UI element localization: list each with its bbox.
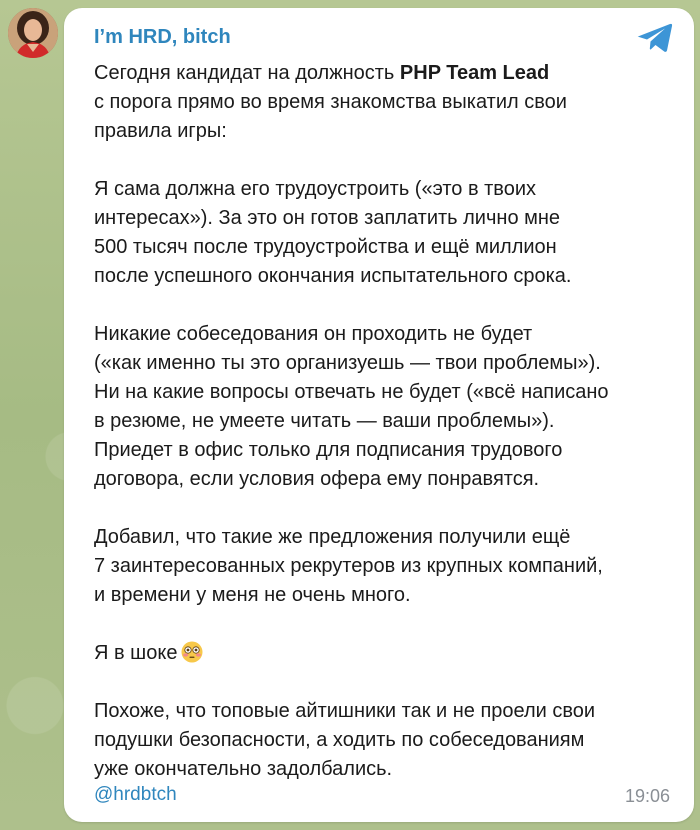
message-time: 19:06	[624, 786, 670, 806]
job-title: PHP Team Lead	[399, 62, 550, 84]
text-line	[94, 639, 674, 668]
text-line: Я сама должна его трудоустроить («это в твоих	[94, 178, 536, 200]
text-line: с порога прямо во время знакомства выкатил свои	[94, 91, 567, 113]
channel-name[interactable]: I’m HRD, bitch	[94, 26, 231, 48]
flushed-face-icon	[181, 641, 203, 663]
channel-avatar[interactable]	[8, 8, 58, 58]
message-text	[94, 59, 674, 784]
text-line: договора, если условия офера ему понравятся.	[94, 468, 540, 490]
paragraph-gap	[94, 668, 674, 697]
text-line: («как именно ты это организуешь — твои проблемы»).	[94, 352, 601, 374]
text-line: в резюме, не умеете читать — ваши проблемы»).	[94, 410, 555, 432]
text-line: Никакие собеседования он проходить не будет	[94, 323, 533, 345]
text-line: 7 заинтересованных рекрутеров из крупных компаний,	[94, 555, 603, 577]
text-line	[94, 59, 674, 88]
paragraph-gap	[94, 146, 674, 175]
text-span: Сегодня кандидат на должность	[94, 62, 400, 84]
text-line: Приедет в офис только для подписания трудового	[94, 439, 563, 461]
text-line: и времени у меня не очень много.	[94, 584, 411, 606]
text-line: после успешного окончания испытательного срока.	[94, 265, 572, 287]
text-line: 500 тысяч после трудоустройства и ещё миллион	[94, 236, 557, 258]
text-line: Похоже, что топовые айтишники так и не проели свои	[94, 700, 596, 722]
telegram-plane-icon	[636, 22, 674, 54]
paragraph-gap	[94, 610, 674, 639]
paragraph-gap	[94, 494, 674, 523]
text-line: Ни на какие вопросы отвечать не будет («всё написано	[94, 381, 609, 403]
text-line: Добавил, что такие же предложения получили ещё	[94, 526, 571, 548]
text-line: правила игры:	[94, 120, 227, 142]
text-line: подушки безопасности, а ходить по собеседованиям	[94, 729, 585, 751]
text-line: интересах»). За это он готов заплатить лично мне	[94, 207, 561, 229]
text-line: уже окончательно задолбались.	[94, 758, 393, 780]
avatar-image	[8, 8, 58, 58]
channel-handle-link[interactable]: @hrdbtch	[94, 784, 177, 805]
forward-button[interactable]	[636, 22, 674, 54]
paragraph-gap	[94, 291, 674, 320]
message-bubble	[64, 8, 694, 822]
text-span: Я в шоке	[94, 642, 178, 664]
